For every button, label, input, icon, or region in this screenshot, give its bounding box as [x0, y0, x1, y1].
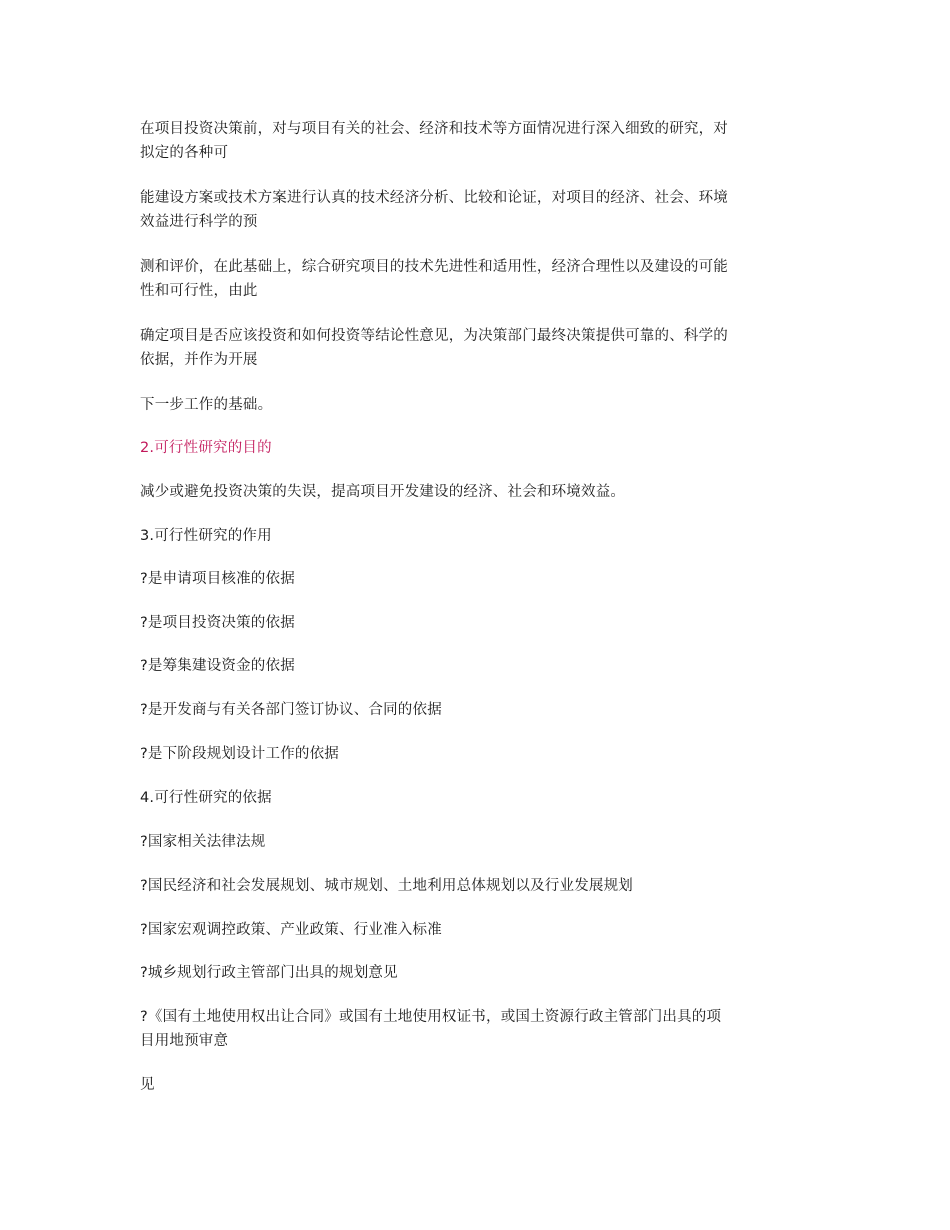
list-item-text: ?是申请项目核准的依据	[140, 571, 295, 587]
section-heading-role	[140, 524, 808, 548]
section-heading-basis	[140, 786, 808, 810]
paragraph-line: 测和评价，在此基础上，综合研究项目的技术先进性和适用性，经济合理性以及建设的可能	[140, 259, 728, 275]
paragraph-line: 下一步工作的基础。	[140, 397, 273, 413]
paragraph-line: 能建设方案或技术方案进行认真的技术经济分析、比较和论证，对项目的经济、社会、环境	[140, 190, 728, 206]
paragraph-intro-4	[140, 324, 808, 372]
list-item-role-3	[140, 654, 808, 678]
paragraph-line: 依据，并作为开展	[140, 352, 258, 368]
trailing-char: 见	[140, 1077, 155, 1093]
paragraph-intro-5	[140, 393, 808, 417]
heading-text: 2.可行性研究的目的	[140, 440, 272, 456]
list-item-basis-2	[140, 874, 808, 898]
list-item-line: ?《国有土地使用权出让合同》或国有土地使用权证书，或国土资源行政主管部门出具的项	[140, 1009, 722, 1025]
list-item-role-4	[140, 698, 808, 722]
paragraph-intro-1	[140, 117, 808, 165]
heading-text: 4.可行性研究的依据	[140, 790, 272, 806]
list-item-role-2	[140, 611, 808, 635]
paragraph-intro-3	[140, 255, 808, 303]
paragraph-line: 性和可行性，由此	[140, 283, 258, 299]
list-item-text: ?城乡规划行政主管部门出具的规划意见	[140, 965, 398, 981]
list-item-text: ?是下阶段规划设计工作的依据	[140, 746, 339, 762]
list-item-basis-5	[140, 1005, 808, 1053]
list-item-text: ?国家宏观调控政策、产业政策、行业准入标准	[140, 922, 442, 938]
heading-text: 3.可行性研究的作用	[140, 528, 272, 544]
list-item-line: 目用地预审意	[140, 1033, 229, 1049]
section-heading-purpose	[140, 436, 808, 460]
list-item-text: ?是开发商与有关各部门签订协议、合同的依据	[140, 702, 442, 718]
paragraph-intro-2	[140, 186, 808, 234]
list-item-text: ?是筹集建设资金的依据	[140, 658, 295, 674]
body-text: 减少或避免投资决策的失误，提高项目开发建设的经济、社会和环境效益。	[140, 484, 626, 500]
list-item-text: ?国民经济和社会发展规划、城市规划、土地利用总体规划以及行业发展规划	[140, 878, 633, 894]
section-body-purpose	[140, 480, 808, 504]
list-item-role-5	[140, 742, 808, 766]
list-item-basis-3	[140, 918, 808, 942]
paragraph-line: 在项目投资决策前，对与项目有关的社会、经济和技术等方面情况进行深入细致的研究，对	[140, 121, 728, 137]
list-item-basis-1	[140, 830, 808, 854]
list-item-text: ?是项目投资决策的依据	[140, 615, 295, 631]
paragraph-line: 确定项目是否应该投资和如何投资等结论性意见，为决策部门最终决策提供可靠的、科学的	[140, 328, 728, 344]
list-item-role-1	[140, 567, 808, 591]
paragraph-line: 拟定的各种可	[140, 145, 229, 161]
paragraph-line: 效益进行科学的预	[140, 214, 258, 230]
list-item-text: ?国家相关法律法规	[140, 834, 266, 850]
list-item-basis-4	[140, 961, 808, 985]
trailing-text	[140, 1073, 808, 1097]
